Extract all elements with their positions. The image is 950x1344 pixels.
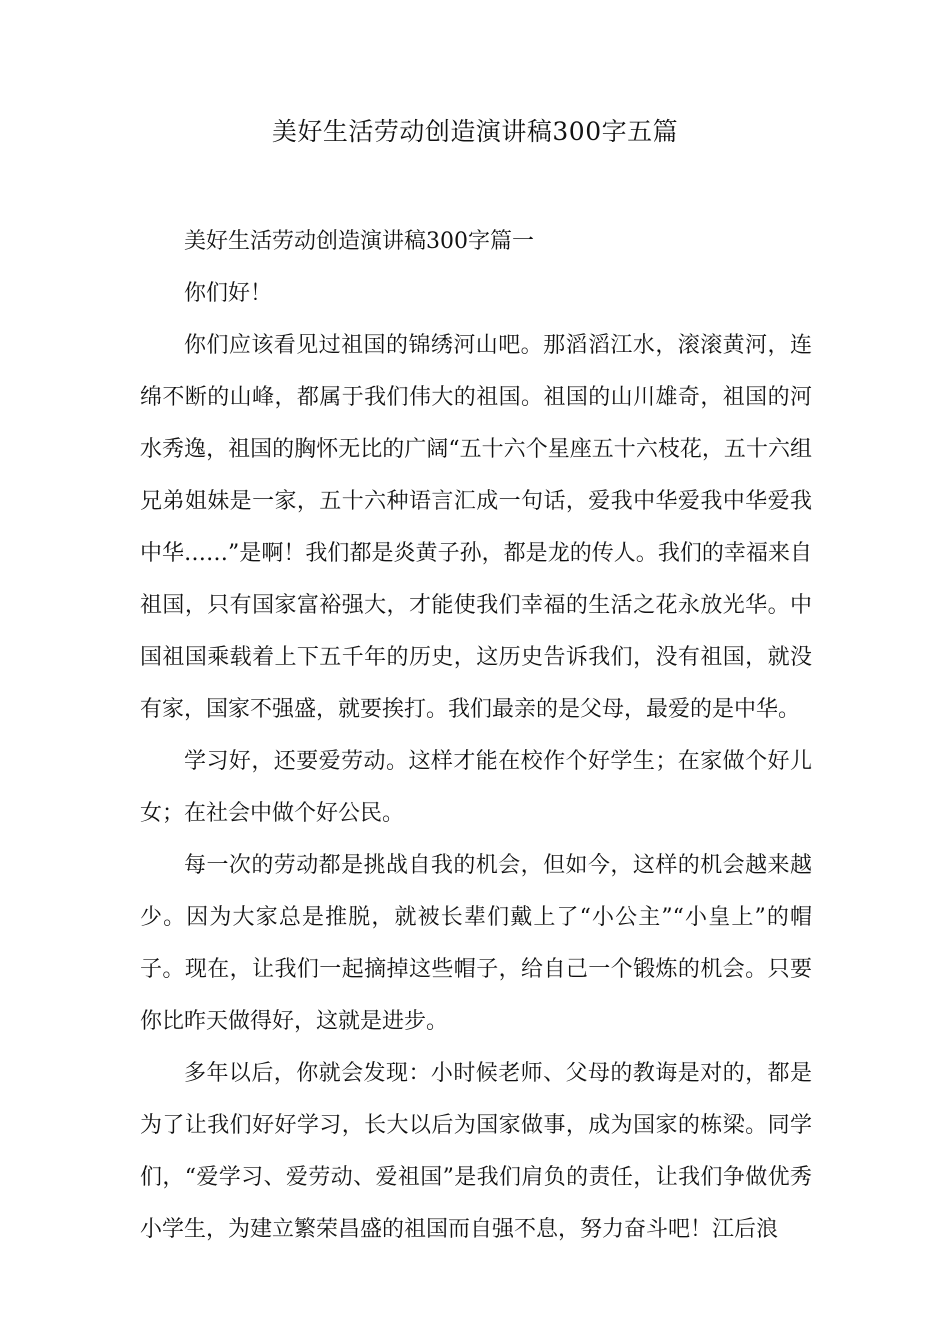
body-paragraph: 你们应该看见过祖国的锦绣河山吧。那滔滔江水，滚滚黄河，连绵不断的山峰，都属于我们伟大的祖国。祖国的山川雄奇，祖国的河水秀逸，祖国的胸怀无比的广阔“五十六个星座五十六枝花，五十六组兄弟姐妹是一家，五十六种语言汇成一句话，爱我中华爱我中华爱我中华……”是啊！我们都是炎黄子孙，都是龙的传人。我们的幸福来自祖国，只有国家富裕强大，才能使我们幸福的生活之花永放光华。中国祖国乘载着上下五千年的历史，这历史告诉我们，没有祖国，就没有家，国家不强盛，就要挨打。我们最亲的是父母，最爱的是中华。 [140,333,812,722]
body-paragraph: 多年以后，你就会发现：小时候老师、父母的教诲是对的，都是为了让我们好好学习，长大以后为国家做事，成为国家的栋梁。同学们，“爱学习、爱劳动、爱祖国”是我们肩负的责任，让我们争做优秀小学生，为建立繁荣昌盛的祖国而自强不息，努力奋斗吧！江后浪 [140,1061,812,1242]
document-body [140,216,812,1256]
document-title: 美好生活劳动创造演讲稿300字五篇 [271,117,679,146]
body-paragraph: 每一次的劳动都是挑战自我的机会，但如今，这样的机会越来越少。因为大家总是推脱，就被长辈们戴上了“小公主”“小皇上”的帽子。现在，让我们一起摘掉这些帽子，给自己一个锻炼的机会。只要你比昨天做得好，这就是进步。 [140,853,812,1034]
greeting-paragraph: 你们好！ [184,281,273,306]
body-paragraph: 学习好，还要爱劳动。这样才能在校作个好学生；在家做个好儿女；在社会中做个好公民。 [140,749,812,826]
section-heading: 美好生活劳动创造演讲稿300字篇一 [184,229,534,254]
